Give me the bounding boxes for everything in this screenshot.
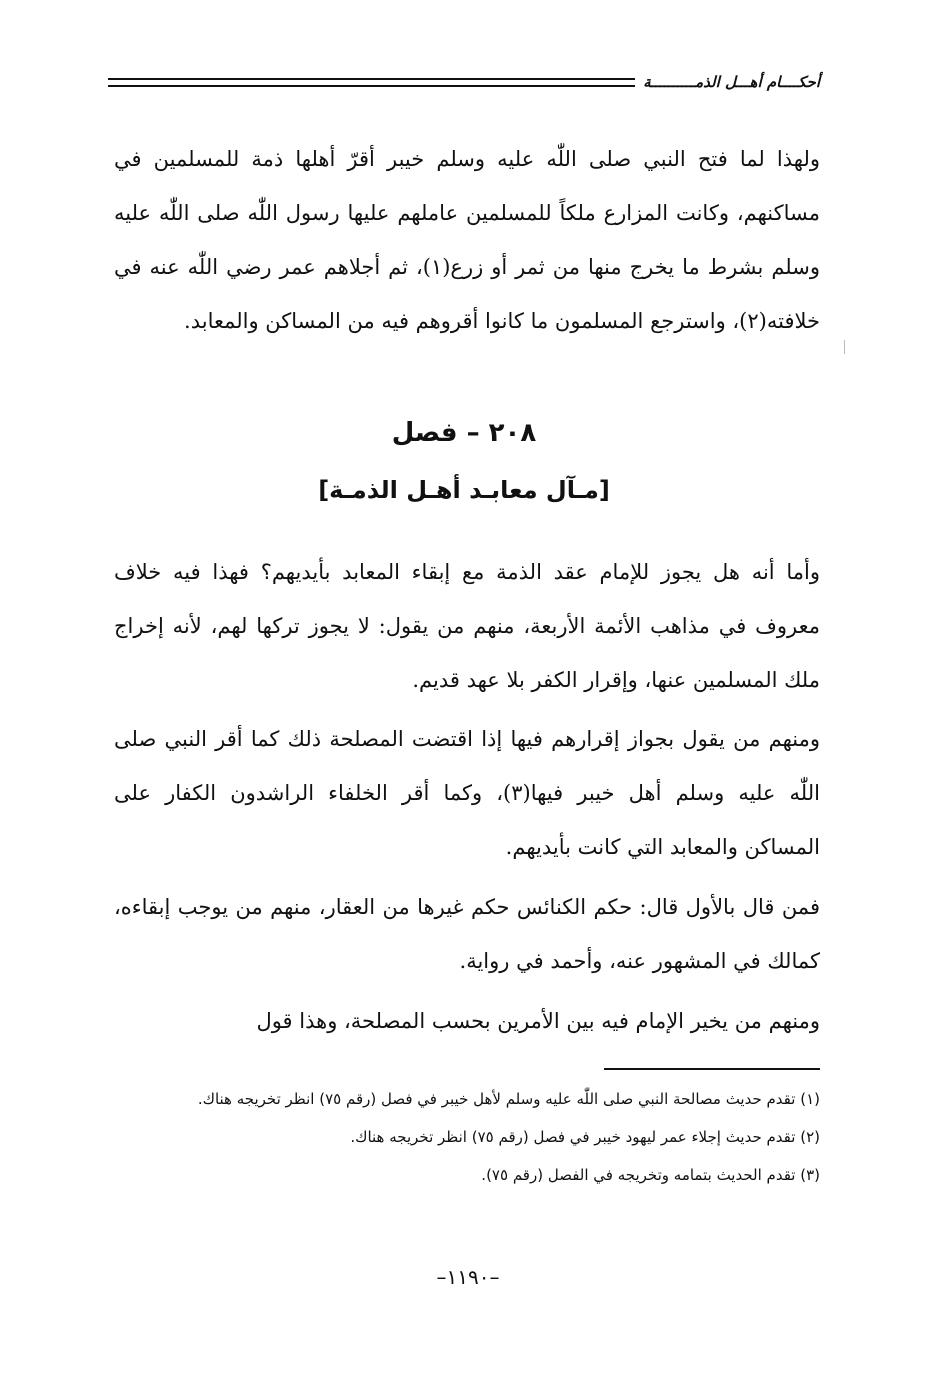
section-heading-title: [مـآل معابـد أهـل الذمـة] [318, 476, 610, 504]
header-double-rule [108, 78, 635, 87]
paragraph-3: ومنهم من يقول بجواز إقرارهم فيها إذا اقتضت المصلحة ذلك كما أقر النبي صلى اللّٰه عليه وسلم أهل خيبر فيها(٣)، وكما أقر الخلفاء الراشدون الكفار على المساكن والمعابد التي كانت بأيديهم. [114, 727, 820, 859]
header-title: أحكــــام أهـــل الذمــــــــــة [643, 73, 820, 91]
footnote-1: (١) تقدم حديث مصالحة النبي صلى اللّٰه عليه وسلم لأهل خيبر في فصل (رقم ٧٥) انظر تخريجه هناك. [197, 1090, 820, 1108]
paragraph-5: ومنهم من يخير الإمام فيه بين الأمرين بحسب المصلحة، وهذا قول [256, 1009, 820, 1033]
paragraph-2: وأما أنه هل يجوز للإمام عقد الذمة مع إبقاء المعابد بأيديهم؟ فهذا فيه خلاف معروف في مذاهب الأئمة الأربعة، منهم من يقول: لا يجوز تركها لهم، لأنه إخراج ملك المسلمين عنها، وإقرار الكفر بلا عهد قديم. [114, 560, 820, 692]
margin-mark [844, 340, 845, 354]
section-heading-number: ٢٠٨ – فصل [391, 418, 537, 448]
paragraph-4: فمن قال بالأول قال: حكم الكنائس حكم غيرها من العقار، منهم من يوجب إبقاءه، كمالك في المشهور عنه، وأحمد في رواية. [114, 895, 820, 973]
footnote-separator [604, 1068, 820, 1070]
footnote-2: (٢) تقدم حديث إجلاء عمر ليهود خيبر في فصل (رقم ٧٥) انظر تخريجه هناك. [350, 1128, 820, 1146]
running-header [108, 62, 820, 102]
paragraph-1: ولهذا لما فتح النبي صلى اللّٰه عليه وسلم خيبر أقرّ أهلها ذمة للمسلمين في مساكنهم، وكانت المزارع ملكاً للمسلمين عاملهم عليها رسول اللّٰه صلى اللّٰه عليه وسلم بشرط ما يخرج منها من ثمر أو زرع(١)، ثم أجلاهم عمر رضي اللّٰه عنه في خلافته(٢)، واسترجع المسلمون ما كانوا أقروهم فيه من المساكن والمعابد. [114, 147, 820, 333]
footnotes [110, 1080, 820, 1194]
footnote-3: (٣) تقدم الحديث بتمامه وتخريجه في الفصل (رقم ٧٥). [481, 1166, 820, 1184]
page-number: –١١٩٠– [436, 1265, 500, 1289]
